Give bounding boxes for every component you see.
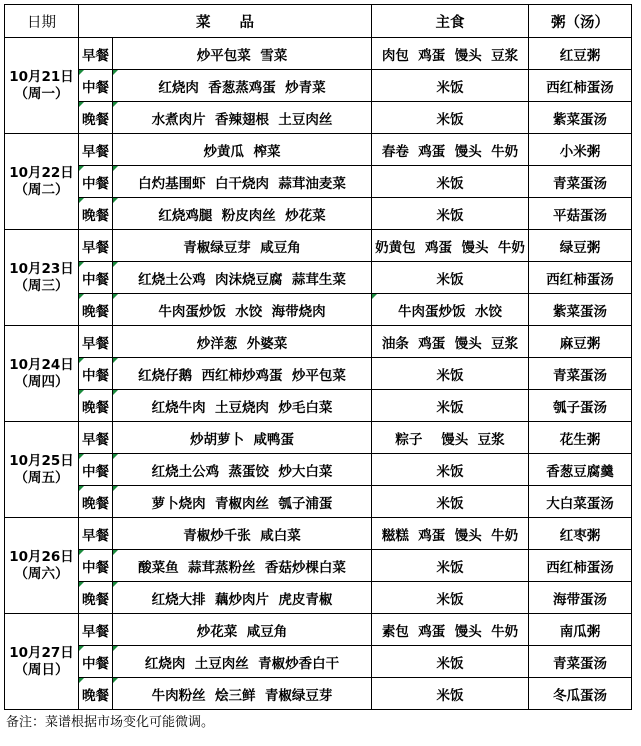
header-porridge: 粥（汤） — [529, 5, 632, 38]
day-weekday: （周六） — [14, 565, 69, 582]
staple-cell: 米饭 — [372, 262, 529, 294]
meal-type-cell: 晚餐 — [79, 102, 113, 134]
day-date-cell — [5, 518, 79, 614]
day-date-cell — [5, 326, 79, 422]
staple-cell: 糍糕 鸡蛋 馒头 牛奶 — [372, 518, 529, 550]
menu-row — [5, 486, 632, 518]
meal-type-cell: 中餐 — [79, 262, 113, 294]
dishes-cell: 萝卜烧肉 青椒肉丝 瓠子浦蛋 — [113, 486, 372, 518]
menu-row — [5, 102, 632, 134]
porridge-cell: 紫菜蛋汤 — [529, 102, 632, 134]
staple-cell: 油条 鸡蛋 馒头 豆浆 — [372, 326, 529, 358]
dishes-cell: 红烧土公鸡 肉沫烧豆腐 蒜茸生菜 — [113, 262, 372, 294]
meal-type-cell: 晚餐 — [79, 582, 113, 614]
day-date-cell — [5, 38, 79, 134]
porridge-cell: 绿豆粥 — [529, 230, 632, 262]
menu-row — [5, 166, 632, 198]
porridge-cell: 红豆粥 — [529, 38, 632, 70]
porridge-cell: 西红柿蛋汤 — [529, 262, 632, 294]
header-row — [5, 5, 632, 38]
staple-cell: 米饭 — [372, 390, 529, 422]
staple-cell: 米饭 — [372, 582, 529, 614]
meal-type-cell: 早餐 — [79, 38, 113, 70]
staple-cell: 奶黄包 鸡蛋 馒头 牛奶 — [372, 230, 529, 262]
staple-cell: 米饭 — [372, 198, 529, 230]
porridge-cell: 花生粥 — [529, 422, 632, 454]
dishes-cell: 红烧肉 土豆肉丝 青椒炒香白干 — [113, 646, 372, 678]
meal-type-cell: 晚餐 — [79, 678, 113, 710]
dishes-cell: 炒洋葱 外婆菜 — [113, 326, 372, 358]
dishes-cell: 白灼基围虾 白干烧肉 蒜茸油麦菜 — [113, 166, 372, 198]
meal-type-cell: 中餐 — [79, 454, 113, 486]
header-date: 日期 — [5, 5, 79, 38]
meal-type-cell: 晚餐 — [79, 294, 113, 326]
menu-row — [5, 326, 632, 358]
porridge-cell: 香葱豆腐羹 — [529, 454, 632, 486]
porridge-cell: 紫菜蛋汤 — [529, 294, 632, 326]
porridge-cell: 西红柿蛋汤 — [529, 550, 632, 582]
staple-cell: 米饭 — [372, 102, 529, 134]
menu-row — [5, 646, 632, 678]
day-date: 10月23日 — [9, 260, 74, 277]
menu-row — [5, 198, 632, 230]
porridge-cell: 西红柿蛋汤 — [529, 70, 632, 102]
day-date: 10月25日 — [9, 452, 74, 469]
day-weekday: （周五） — [14, 469, 69, 486]
menu-row — [5, 582, 632, 614]
day-weekday: （周三） — [14, 277, 69, 294]
dishes-cell: 炒胡萝卜 咸鸭蛋 — [113, 422, 372, 454]
porridge-cell: 小米粥 — [529, 134, 632, 166]
dishes-cell: 水煮肉片 香辣翅根 土豆肉丝 — [113, 102, 372, 134]
porridge-cell: 青菜蛋汤 — [529, 166, 632, 198]
staple-cell: 牛肉蛋炒饭 水饺 — [372, 294, 529, 326]
day-date-cell — [5, 230, 79, 326]
staple-cell: 米饭 — [372, 678, 529, 710]
menu-row — [5, 70, 632, 102]
menu-row — [5, 614, 632, 646]
header-staple: 主食 — [372, 5, 529, 38]
meal-type-cell: 晚餐 — [79, 390, 113, 422]
menu-row — [5, 294, 632, 326]
porridge-cell: 瓠子蛋汤 — [529, 390, 632, 422]
meal-type-cell: 中餐 — [79, 646, 113, 678]
dishes-cell: 牛肉蛋炒饭 水饺 海带烧肉 — [113, 294, 372, 326]
porridge-cell: 南瓜粥 — [529, 614, 632, 646]
staple-cell: 米饭 — [372, 70, 529, 102]
meal-type-cell: 中餐 — [79, 550, 113, 582]
menu-row — [5, 454, 632, 486]
day-date-cell — [5, 422, 79, 518]
staple-cell: 米饭 — [372, 358, 529, 390]
staple-cell: 素包 鸡蛋 馒头 牛奶 — [372, 614, 529, 646]
meal-type-cell: 早餐 — [79, 134, 113, 166]
meal-type-cell: 早餐 — [79, 326, 113, 358]
weekly-menu-table — [4, 4, 632, 710]
menu-row — [5, 390, 632, 422]
meal-type-cell: 中餐 — [79, 70, 113, 102]
meal-type-cell: 晚餐 — [79, 198, 113, 230]
header-dishes: 菜 品 — [79, 5, 372, 38]
day-date: 10月21日 — [9, 68, 74, 85]
day-weekday: （周日） — [14, 661, 69, 678]
staple-cell: 米饭 — [372, 646, 529, 678]
dishes-cell: 炒平包菜 雪菜 — [113, 38, 372, 70]
menu-row — [5, 230, 632, 262]
day-weekday: （周四） — [14, 373, 69, 390]
staple-cell: 米饭 — [372, 454, 529, 486]
day-date: 10月22日 — [9, 164, 74, 181]
day-date: 10月26日 — [9, 548, 74, 565]
staple-cell: 粽子 馒头 豆浆 — [372, 422, 529, 454]
menu-row — [5, 262, 632, 294]
dishes-cell: 青椒炒千张 咸白菜 — [113, 518, 372, 550]
meal-type-cell: 早餐 — [79, 518, 113, 550]
dishes-cell: 红烧大排 藕炒肉片 虎皮青椒 — [113, 582, 372, 614]
menu-row — [5, 518, 632, 550]
porridge-cell: 大白菜蛋汤 — [529, 486, 632, 518]
staple-cell: 春卷 鸡蛋 馒头 牛奶 — [372, 134, 529, 166]
day-weekday: （周二） — [14, 181, 69, 198]
dishes-cell: 炒花菜 咸豆角 — [113, 614, 372, 646]
porridge-cell: 海带蛋汤 — [529, 582, 632, 614]
dishes-cell: 红烧鸡腿 粉皮肉丝 炒花菜 — [113, 198, 372, 230]
menu-row — [5, 358, 632, 390]
porridge-cell: 麻豆粥 — [529, 326, 632, 358]
dishes-cell: 牛肉粉丝 烩三鲜 青椒绿豆芽 — [113, 678, 372, 710]
meal-type-cell: 早餐 — [79, 614, 113, 646]
menu-row — [5, 422, 632, 454]
dishes-cell: 红烧牛肉 土豆烧肉 炒毛白菜 — [113, 390, 372, 422]
porridge-cell: 青菜蛋汤 — [529, 646, 632, 678]
meal-type-cell: 早餐 — [79, 230, 113, 262]
dishes-cell: 红烧土公鸡 蒸蛋饺 炒大白菜 — [113, 454, 372, 486]
staple-cell: 米饭 — [372, 486, 529, 518]
footnote: 备注：菜谱根据市场变化可能微调。 — [6, 715, 215, 730]
day-date-cell — [5, 614, 79, 710]
dishes-cell: 炒黄瓜 榨菜 — [113, 134, 372, 166]
porridge-cell: 冬瓜蛋汤 — [529, 678, 632, 710]
meal-type-cell: 中餐 — [79, 166, 113, 198]
menu-row — [5, 678, 632, 710]
staple-cell: 肉包 鸡蛋 馒头 豆浆 — [372, 38, 529, 70]
menu-row — [5, 38, 632, 70]
menu-row — [5, 550, 632, 582]
meal-type-cell: 晚餐 — [79, 486, 113, 518]
day-date-cell — [5, 134, 79, 230]
dishes-cell: 红烧肉 香葱蒸鸡蛋 炒青菜 — [113, 70, 372, 102]
staple-cell: 米饭 — [372, 550, 529, 582]
meal-type-cell: 中餐 — [79, 358, 113, 390]
day-date: 10月27日 — [9, 644, 74, 661]
dishes-cell: 青椒绿豆芽 咸豆角 — [113, 230, 372, 262]
day-date: 10月24日 — [9, 356, 74, 373]
dishes-cell: 酸菜鱼 蒜茸蒸粉丝 香菇炒棵白菜 — [113, 550, 372, 582]
porridge-cell: 平菇蛋汤 — [529, 198, 632, 230]
day-weekday: （周一） — [14, 85, 69, 102]
menu-row — [5, 134, 632, 166]
staple-cell: 米饭 — [372, 166, 529, 198]
porridge-cell: 红枣粥 — [529, 518, 632, 550]
meal-type-cell: 早餐 — [79, 422, 113, 454]
porridge-cell: 青菜蛋汤 — [529, 358, 632, 390]
dishes-cell: 红烧仔鹅 西红柿炒鸡蛋 炒平包菜 — [113, 358, 372, 390]
